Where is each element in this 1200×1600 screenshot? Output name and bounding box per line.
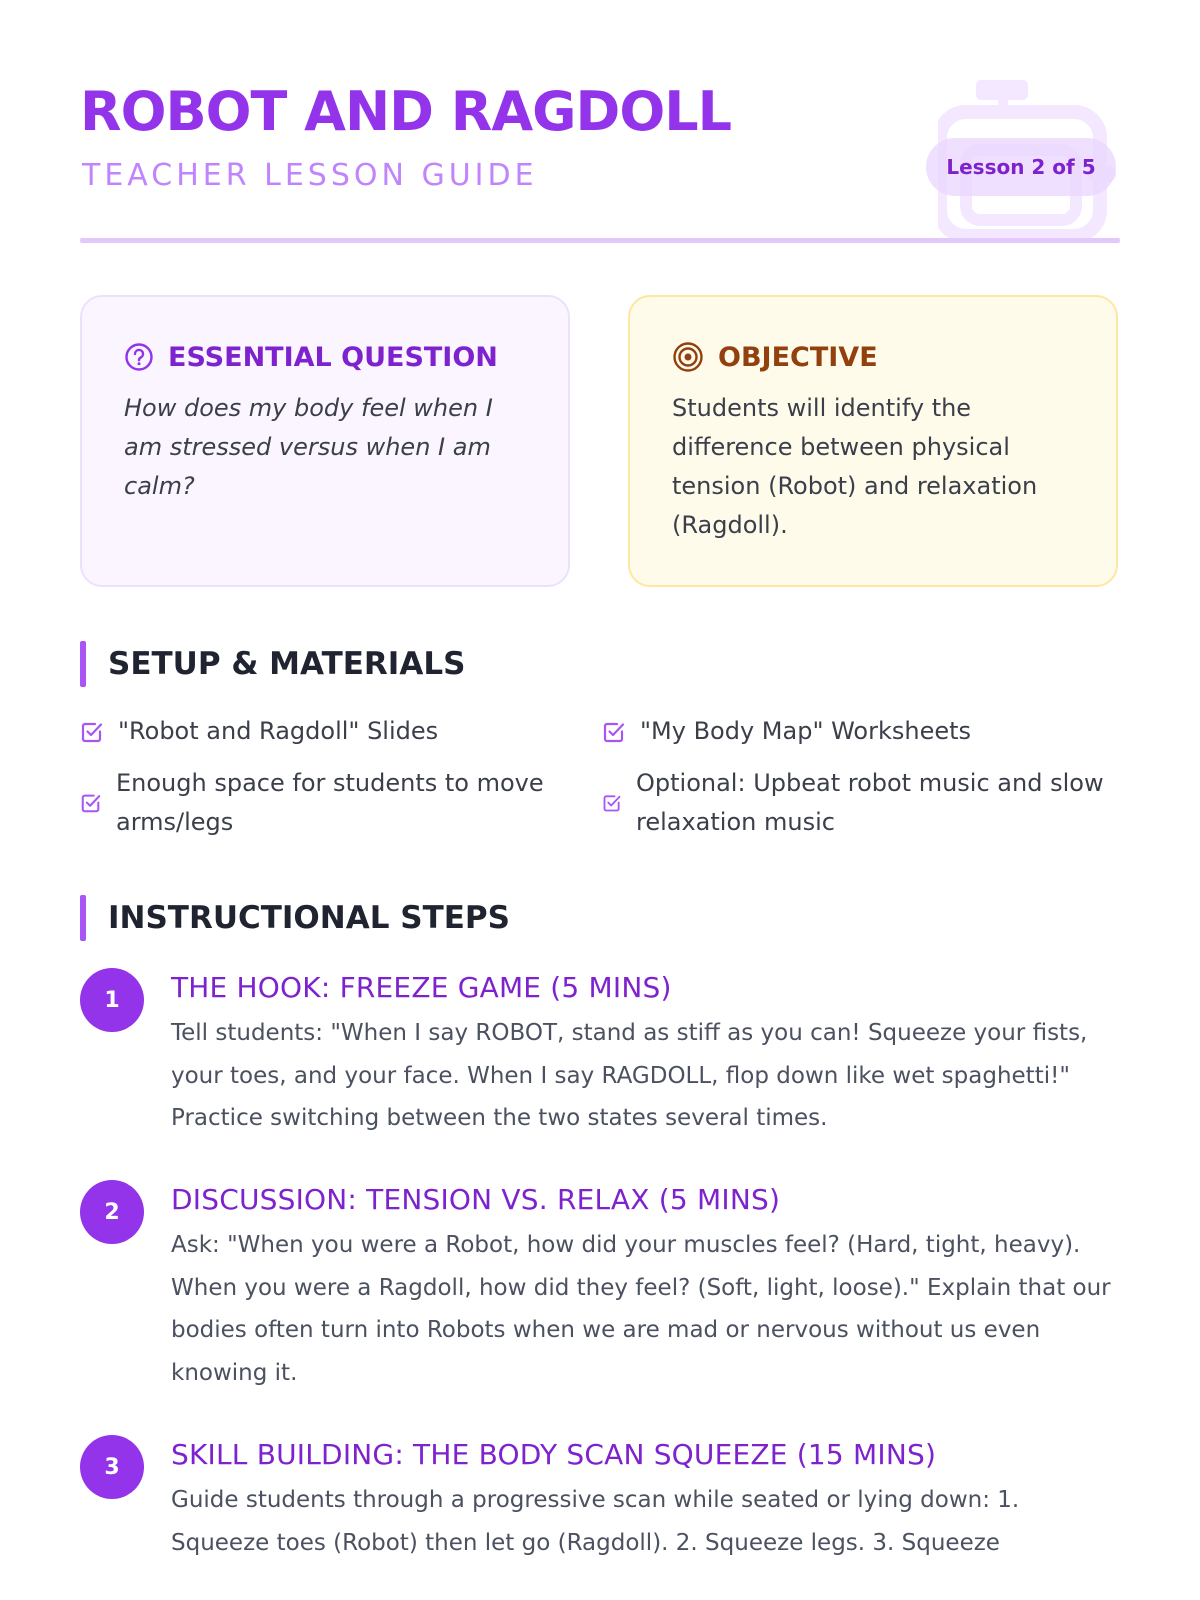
question-circle-icon [124,342,154,372]
material-item-label: Optional: Upbeat robot music and slow relaxation music [636,769,1104,836]
step-title: DISCUSSION: TENSION VS. RELAX (5 MINS) [171,1183,781,1216]
instruction-step [80,1180,1120,1400]
step-description: Tell students: "When I say ROBOT, stand as stiff as you can! Squeeze your fists, your toes, and your face. When I say RAGDOLL, flop down like wet spaghetti!" Practice switching between the two states several times. [171,1020,1088,1131]
step-number-badge: 2 [80,1180,144,1244]
page-title: ROBOT AND RAGDOLL [80,80,732,143]
instruction-step [80,1435,1120,1600]
objective-text: Students will identify the difference between physical tension (Robot) and relaxation (Ragdoll). [672,394,1038,539]
checkbox-icon [602,793,622,813]
materials-section-header [80,641,465,687]
step-title: SKILL BUILDING: THE BODY SCAN SQUEEZE (15 MINS) [171,1438,937,1471]
section-accent-bar [80,641,86,687]
step-number-badge: 3 [80,1435,144,1499]
instruction-step [80,968,1120,1148]
material-item [602,712,1120,751]
step-description: Ask: "When you were a Robot, how did your muscles feel? (Hard, tight, heavy). When you were a Ragdoll, how did they feel? (Soft, light, loose)." Explain that our bodies often turn into Robots when we are mad or nervous without us even knowing it. [171,1232,1111,1386]
section-accent-bar [80,895,86,941]
material-item-label: "My Body Map" Worksheets [640,717,972,745]
header-divider [80,238,1120,243]
material-item-label: "Robot and Ragdoll" Slides [118,717,439,745]
material-item [80,712,580,751]
objective-header [672,339,1080,375]
essential-question-header [124,339,532,375]
steps-heading: INSTRUCTIONAL STEPS [108,900,510,936]
objective-heading: OBJECTIVE [718,341,878,373]
materials-heading: SETUP & MATERIALS [108,646,466,682]
essential-question-text: How does my body feel when I am stressed versus when I am calm? [124,394,493,500]
objective-card [628,295,1118,587]
checkbox-icon [80,792,102,814]
page-subtitle: TEACHER LESSON GUIDE [82,158,538,193]
step-title: THE HOOK: FREEZE GAME (5 MINS) [171,971,672,1004]
essential-question-heading: ESSENTIAL QUESTION [168,341,498,373]
material-item [80,764,580,842]
checkbox-icon [602,720,626,744]
material-item-label: Enough space for students to move arms/legs [116,769,544,836]
target-icon [672,341,704,373]
steps-section-header [80,895,510,941]
material-item [602,764,1120,842]
essential-question-card [80,295,570,587]
lesson-guide-page [80,0,1120,1600]
checkbox-icon [80,720,104,744]
lesson-badge: Lesson 2 of 5 [926,138,1116,196]
step-number-badge: 1 [80,968,144,1032]
step-description: Guide students through a progressive scan while seated or lying down: 1. Squeeze toes (Robot) then let go (Ragdoll). 2. Squeeze legs. 3. Squeeze [171,1487,1020,1556]
